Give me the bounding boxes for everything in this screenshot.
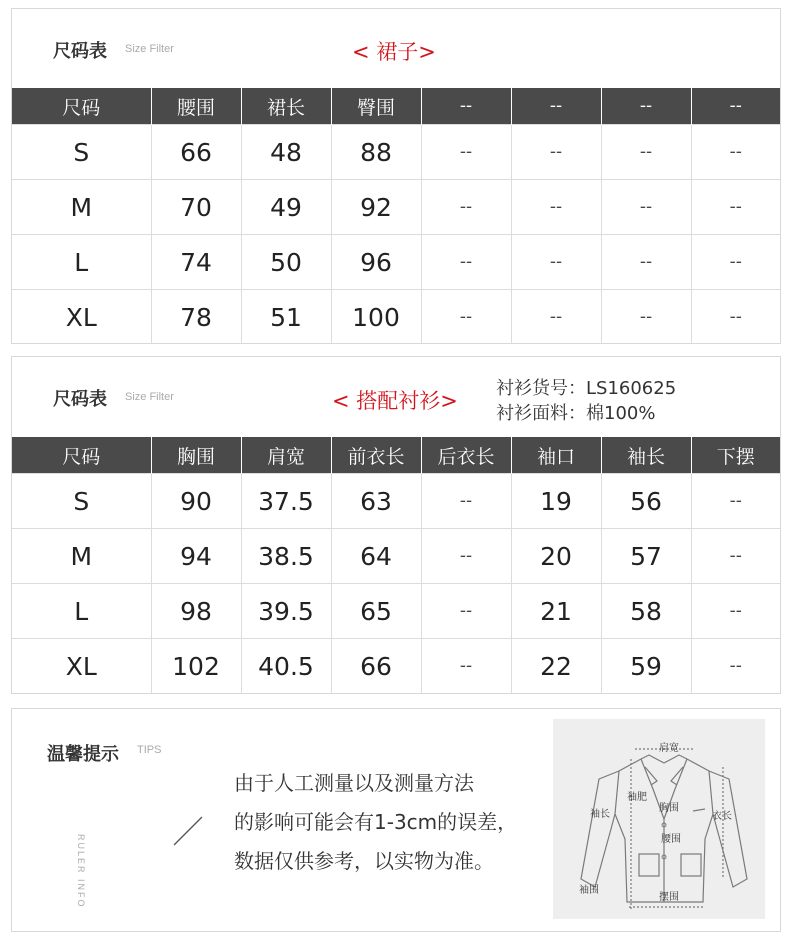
table-cell: -- xyxy=(421,529,511,584)
skirt-size-table xyxy=(12,88,780,344)
table-cell: -- xyxy=(601,125,691,180)
label-sleeve-width: 袖肥 xyxy=(627,792,647,803)
slash-divider-icon xyxy=(170,813,206,849)
column-header: -- xyxy=(601,88,691,125)
table-cell: S xyxy=(12,474,151,529)
table-cell: -- xyxy=(511,125,601,180)
skirt-category-label: < 裙子> xyxy=(352,40,436,64)
shirt-panel-subtitle: Size Filter xyxy=(125,391,174,403)
skirt-panel-subtitle: Size Filter xyxy=(125,43,174,55)
table-cell: 22 xyxy=(511,639,601,694)
tips-title: 温馨提示 xyxy=(47,744,119,765)
table-cell: -- xyxy=(691,474,780,529)
table-cell: -- xyxy=(691,639,780,694)
table-header-row xyxy=(12,88,780,125)
tips-subtitle: TIPS xyxy=(137,744,162,756)
table-cell: 50 xyxy=(241,235,331,290)
column-header: 下摆 xyxy=(691,437,780,474)
table-cell: 66 xyxy=(151,125,241,180)
table-cell: 90 xyxy=(151,474,241,529)
table-cell: 48 xyxy=(241,125,331,180)
table-cell: 74 xyxy=(151,235,241,290)
label-waist: 腰围 xyxy=(661,834,681,845)
tips-panel xyxy=(11,708,781,932)
column-header: 后衣长 xyxy=(421,437,511,474)
table-cell: -- xyxy=(511,235,601,290)
table-cell: 98 xyxy=(151,584,241,639)
table-cell: 96 xyxy=(331,235,421,290)
table-cell: -- xyxy=(511,290,601,345)
table-cell: -- xyxy=(691,290,780,345)
table-cell: 88 xyxy=(331,125,421,180)
table-header-row xyxy=(12,437,780,474)
skirt-panel-title: 尺码表 xyxy=(53,41,107,62)
table-cell: 100 xyxy=(331,290,421,345)
table-cell: -- xyxy=(421,474,511,529)
table-row xyxy=(12,290,780,345)
column-header: -- xyxy=(421,88,511,125)
table-cell: 66 xyxy=(331,639,421,694)
column-header: 臀围 xyxy=(331,88,421,125)
table-cell: 49 xyxy=(241,180,331,235)
table-cell: -- xyxy=(421,125,511,180)
table-cell: -- xyxy=(601,290,691,345)
column-header: 尺码 xyxy=(12,88,151,125)
table-cell: 58 xyxy=(601,584,691,639)
table-cell: S xyxy=(12,125,151,180)
column-header: 尺码 xyxy=(12,437,151,474)
column-header: -- xyxy=(691,88,780,125)
label-hem: 摆围 xyxy=(659,892,679,903)
tips-line-1: 由于人工测量以及测量方法 xyxy=(234,771,474,795)
table-row xyxy=(12,235,780,290)
table-cell: 39.5 xyxy=(241,584,331,639)
table-cell: 19 xyxy=(511,474,601,529)
table-cell: -- xyxy=(421,584,511,639)
shirt-category-label: < 搭配衬衫> xyxy=(332,389,458,413)
table-cell: -- xyxy=(511,180,601,235)
label-length: 衣长 xyxy=(712,811,732,822)
column-header: 胸围 xyxy=(151,437,241,474)
column-header: 前衣长 xyxy=(331,437,421,474)
column-header: 裙长 xyxy=(241,88,331,125)
table-row xyxy=(12,584,780,639)
table-row xyxy=(12,529,780,584)
table-cell: L xyxy=(12,235,151,290)
skirt-size-panel xyxy=(11,8,781,344)
table-cell: 59 xyxy=(601,639,691,694)
table-cell: 92 xyxy=(331,180,421,235)
table-cell: M xyxy=(12,529,151,584)
table-cell: -- xyxy=(691,235,780,290)
table-cell: -- xyxy=(421,235,511,290)
table-row xyxy=(12,125,780,180)
tips-line-3: 数据仅供参考，以实物为准。 xyxy=(234,849,494,873)
ruler-info-label: RULER INFO xyxy=(76,834,86,909)
column-header: 袖口 xyxy=(511,437,601,474)
table-cell: 65 xyxy=(331,584,421,639)
table-cell: -- xyxy=(601,180,691,235)
shirt-panel-title: 尺码表 xyxy=(53,389,107,410)
label-chest: 胸围 xyxy=(659,803,679,814)
table-cell: -- xyxy=(691,529,780,584)
table-cell: -- xyxy=(421,180,511,235)
table-cell: 78 xyxy=(151,290,241,345)
table-row xyxy=(12,180,780,235)
jacket-measurement-diagram xyxy=(553,719,765,919)
shirt-fabric: 衬衫面料：棉100% xyxy=(496,403,656,424)
table-cell: 20 xyxy=(511,529,601,584)
shirt-item-number: 衬衫货号：LS160625 xyxy=(496,378,677,399)
column-header: 袖长 xyxy=(601,437,691,474)
table-cell: 63 xyxy=(331,474,421,529)
table-cell: -- xyxy=(691,125,780,180)
table-cell: 57 xyxy=(601,529,691,584)
table-row xyxy=(12,639,780,694)
table-row xyxy=(12,474,780,529)
label-cuff: 袖围 xyxy=(579,885,599,896)
table-cell: -- xyxy=(691,584,780,639)
table-cell: 56 xyxy=(601,474,691,529)
table-cell: XL xyxy=(12,639,151,694)
table-cell: L xyxy=(12,584,151,639)
table-cell: 40.5 xyxy=(241,639,331,694)
table-cell: -- xyxy=(421,639,511,694)
tips-line-2: 的影响可能会有1-3cm的误差， xyxy=(234,810,518,834)
table-cell: 70 xyxy=(151,180,241,235)
shirt-size-panel xyxy=(11,356,781,694)
table-cell: 51 xyxy=(241,290,331,345)
column-header: 肩宽 xyxy=(241,437,331,474)
table-cell: 38.5 xyxy=(241,529,331,584)
label-sleeve-length: 袖长 xyxy=(590,809,610,820)
column-header: -- xyxy=(511,88,601,125)
table-cell: M xyxy=(12,180,151,235)
table-cell: 94 xyxy=(151,529,241,584)
table-cell: -- xyxy=(691,180,780,235)
label-shoulder: 肩宽 xyxy=(659,743,679,754)
table-cell: 102 xyxy=(151,639,241,694)
table-cell: 21 xyxy=(511,584,601,639)
table-cell: -- xyxy=(421,290,511,345)
shirt-size-table xyxy=(12,437,780,693)
table-cell: XL xyxy=(12,290,151,345)
column-header: 腰围 xyxy=(151,88,241,125)
table-cell: 64 xyxy=(331,529,421,584)
table-cell: -- xyxy=(601,235,691,290)
table-cell: 37.5 xyxy=(241,474,331,529)
